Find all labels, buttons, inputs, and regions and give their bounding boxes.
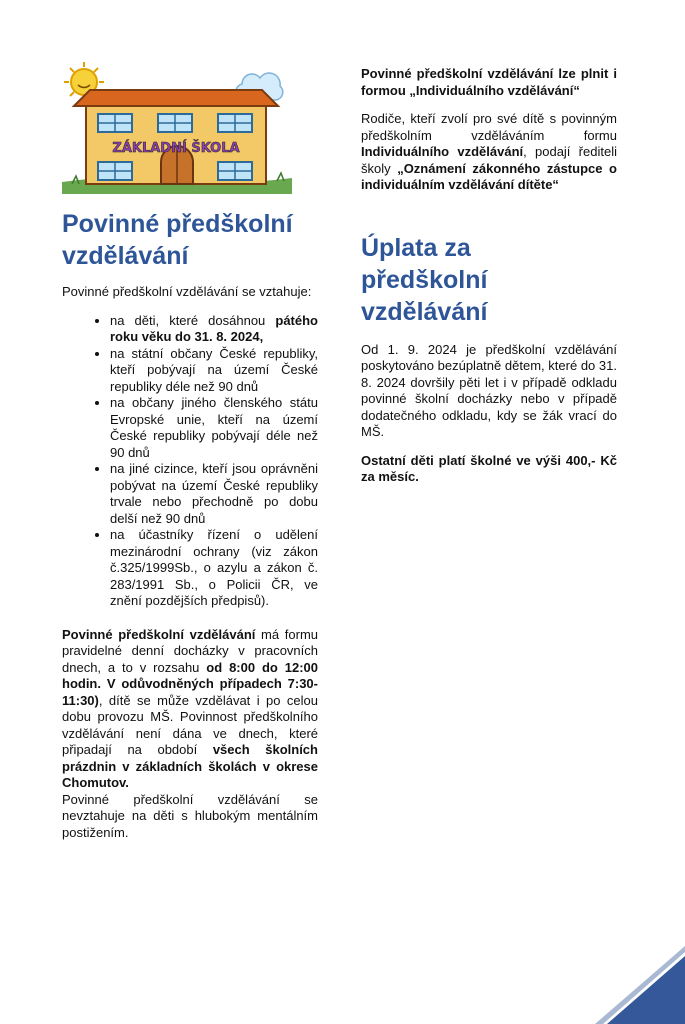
fee-paragraph: Od 1. 9. 2024 je předškolní vzdělávání poskytováno bezúplatně dětem, které do 31. 8. 2024 dovršily pěti let i v případě odkladu povinné školní docházky nebo v případě dodatečného odkladu, kdy se žák vrací do MŠ.	[361, 341, 617, 439]
school-sign: ZÁKLADNÍ ŠKOLA	[112, 141, 240, 156]
individual-education-paragraph: Rodiče, kteří zvolí pro své dítě s povinným předškolním vzděláváním formu Individuálního vzdělávání, podají řediteli školy „Oznámení zákonného zástupce o individuálním vzdělávání dítěte“	[361, 111, 617, 192]
list-item: • na jiné cizince, kteří jsou oprávněni pobývat na území České republiky trvale nebo přechodně po dobu delší než 90 dnů	[110, 461, 318, 527]
intro-paragraph: Povinné předškolní vzdělávání se vztahuje:	[62, 284, 312, 299]
fee-title: Úplata za předškolní vzdělávání	[361, 233, 488, 326]
left-column	[62, 62, 318, 841]
individual-education-heading: Povinné předškolní vzdělávání lze plnit i formou „Individuálního vzdělávání“	[361, 66, 617, 98]
fee-amount-paragraph: Ostatní děti platí školné ve výši 400,- Kč za měsíc.	[361, 452, 617, 484]
list-item: • na občany jiného členského státu Evropské unie, kteří na území České republiky pobývají déle než 90 dnů	[110, 395, 318, 461]
corner-decoration	[595, 940, 685, 1024]
school-illustration	[62, 62, 292, 194]
attendance-paragraph: Povinné předškolní vzdělávání má formu pravidelné denní docházky v pracovních dnech, a to v rozsahu od 8:00 do 12:00 hodin. V odůvodněných případech 7:30-11:30), dítě se může vzdělávat i po celou dobu provozu MŠ. Povinnost předškolního vzdělávání není dána ve dnech, které připadají na období všech školních prázdnin v základních školách v okrese Chomutov.	[62, 626, 319, 790]
list-item: • na děti, které dosáhnou pátého roku věku do 31. 8. 2024,	[110, 313, 318, 346]
list-item: • na státní občany České republiky, kteří pobývají na území České republiky déle než 90 dnů	[110, 346, 318, 396]
right-column	[361, 66, 617, 486]
exemption-paragraph: Povinné předškolní vzdělávání se nevztahuje na děti s hlubokým mentálním postižením.	[62, 791, 318, 840]
eligibility-list	[62, 313, 318, 610]
list-item: • na účastníky řízení o udělení mezinárodní ochrany (viz zákon č.325/1999Sb., o azylu a zákon č. 283/1991 Sb., o Policii ČR, ve znění pozdějších předpisů).	[110, 527, 318, 610]
page-title: Povinné předškolní vzdělávání	[62, 210, 293, 270]
